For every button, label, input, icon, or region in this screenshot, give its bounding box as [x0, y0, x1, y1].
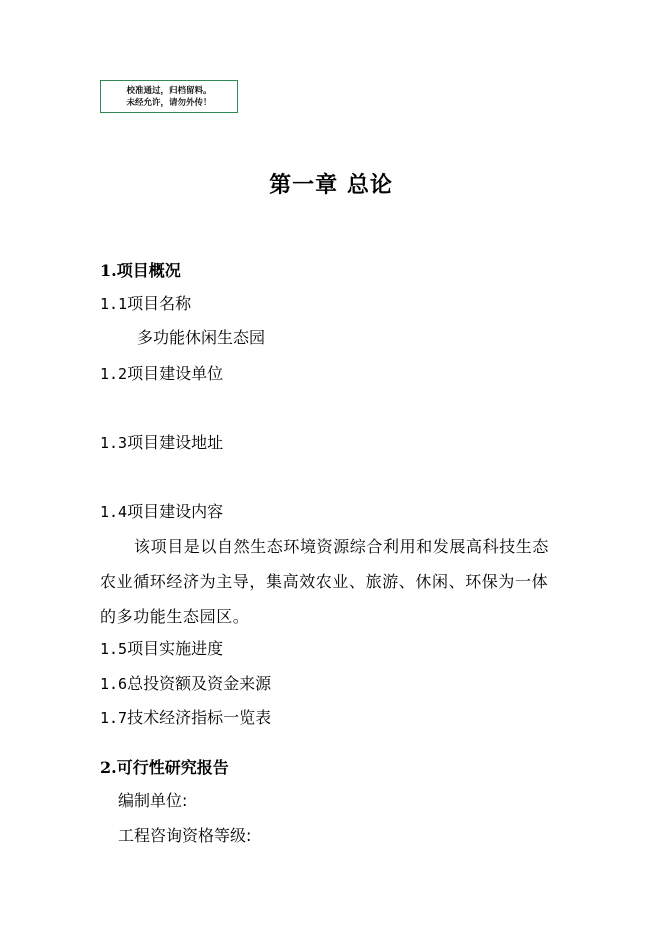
item-1-3	[100, 432, 223, 454]
project-content-paragraph: 该项目是以自然生态环境资源综合利用和发展高科技生态农业循环经济为主导，集高效农业、旅游、休闲、环保为一体的多功能生态园区。	[100, 537, 550, 626]
item-label: 项目建设单位	[127, 364, 224, 383]
item-number: 1.7	[100, 709, 128, 727]
item-number: 1.5	[100, 640, 128, 658]
item-label: 项目实施进度	[127, 639, 224, 658]
section-1-heading: 1.项目概况	[100, 261, 181, 280]
chapter-title: 第一章 总论	[269, 172, 393, 198]
item-1-7	[100, 707, 271, 729]
item-label: 技术经济指标一览表	[127, 708, 272, 727]
item-label: 项目建设内容	[127, 502, 224, 521]
item-1-2	[100, 363, 223, 385]
item-label: 总投资额及资金来源	[127, 674, 272, 693]
item-label: 项目名称	[127, 294, 192, 313]
confidential-stamp	[100, 80, 238, 113]
consulting-grade-label: 工程咨询资格等级:	[118, 826, 252, 845]
project-name-value: 多功能休闲生态园	[137, 328, 266, 347]
compiling-unit-label: 编制单位:	[118, 791, 188, 810]
item-1-5	[100, 638, 223, 660]
item-1-6	[100, 673, 271, 695]
item-label: 项目建设地址	[127, 433, 224, 452]
item-number: 1.4	[100, 503, 128, 521]
item-number: 1.2	[100, 365, 128, 383]
item-number: 1.1	[100, 295, 128, 313]
section-2-heading: 2.可行性研究报告	[100, 758, 229, 777]
item-1-4	[100, 501, 223, 523]
item-number: 1.6	[100, 675, 128, 693]
stamp-line-1: 校准通过，归档留料。	[126, 86, 212, 96]
stamp-line-2: 未经允许，请勿外传！	[126, 98, 212, 108]
item-1-1	[100, 293, 191, 315]
item-number: 1.3	[100, 434, 128, 452]
